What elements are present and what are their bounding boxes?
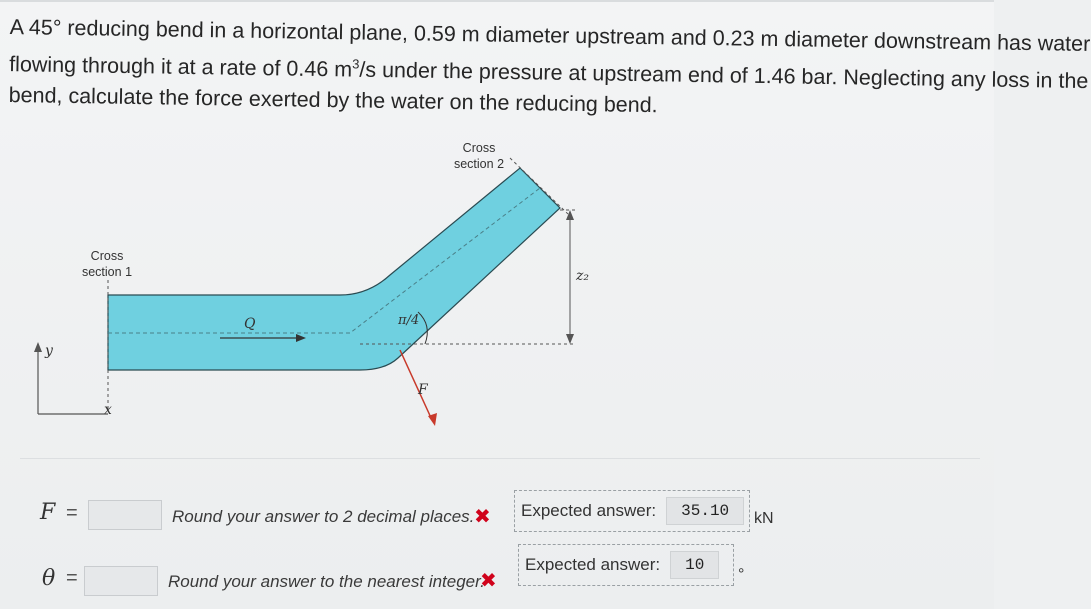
cross-section-1-label-line2: section 1 xyxy=(81,265,133,279)
question-line-2-end: /s under the pressure at upstream end of 1.46 bar. Neglecting any loss in the xyxy=(359,57,1089,94)
cross-section-1-label-line1: Cross xyxy=(90,249,124,263)
question-line-3: bend, calculate the force exerted by the water on the reducing bend. xyxy=(8,83,658,118)
question-line-1: A 45° reducing bend in a horizontal plane, 0.59 m diameter upstream and 0.23 m diameter downstream has water xyxy=(9,14,1091,56)
question-line-2-start: flowing through it at a rate of 0.46 m xyxy=(8,52,353,82)
flow-label: Q xyxy=(244,316,256,332)
force-expected-value: 35.10 xyxy=(666,497,744,525)
angle-answer-input[interactable] xyxy=(84,566,158,596)
force-expected-label: Expected answer: xyxy=(521,501,657,520)
cross-icon: ✖ xyxy=(474,506,491,528)
force-answer-input[interactable] xyxy=(88,500,162,530)
section-divider xyxy=(20,458,980,459)
angle-unit: ° xyxy=(738,566,745,583)
pipe-body xyxy=(108,168,560,370)
force-label: F xyxy=(418,382,428,398)
cross-section-1-label xyxy=(78,248,136,280)
angle-expected-answer xyxy=(518,544,734,586)
angle-expected-value: 10 xyxy=(670,551,719,579)
angle-label-4: 4 xyxy=(410,313,420,328)
cross-section-2-label-line1: Cross xyxy=(462,141,496,155)
force-equals: = xyxy=(66,502,78,524)
cross-section-2-label-line2: section 2 xyxy=(453,157,505,171)
y-axis-arrowhead xyxy=(34,342,42,352)
angle-label-pi: π xyxy=(398,313,407,328)
top-divider xyxy=(0,0,994,2)
angle-rounding-hint: Round your answer to the nearest integer. xyxy=(168,572,485,591)
angle-label: π/4 xyxy=(398,313,420,328)
answer-row-force xyxy=(0,490,994,534)
cross-section-2-label xyxy=(448,140,510,172)
superscript-3: 3 xyxy=(352,56,360,72)
cross-icon: ✖ xyxy=(480,570,497,592)
force-unit: kN xyxy=(754,510,774,527)
y-axis-label: y xyxy=(45,343,53,359)
z2-arrow-top xyxy=(566,210,574,220)
x-axis-label: x xyxy=(104,402,112,418)
force-expected-answer xyxy=(514,490,750,532)
angle-variable: θ xyxy=(42,566,56,591)
reducing-bend-figure xyxy=(0,130,994,460)
force-rounding-hint: Round your answer to 2 decimal places. xyxy=(172,507,475,526)
z2-label: z₂ xyxy=(576,268,589,284)
answer-row-angle xyxy=(0,552,994,596)
angle-equals: = xyxy=(66,567,78,589)
bend-diagram xyxy=(0,130,994,460)
angle-expected-label: Expected answer: xyxy=(525,555,661,574)
z2-arrow-bottom xyxy=(566,334,574,344)
force-variable: F xyxy=(40,500,56,525)
question-text xyxy=(8,12,1091,126)
